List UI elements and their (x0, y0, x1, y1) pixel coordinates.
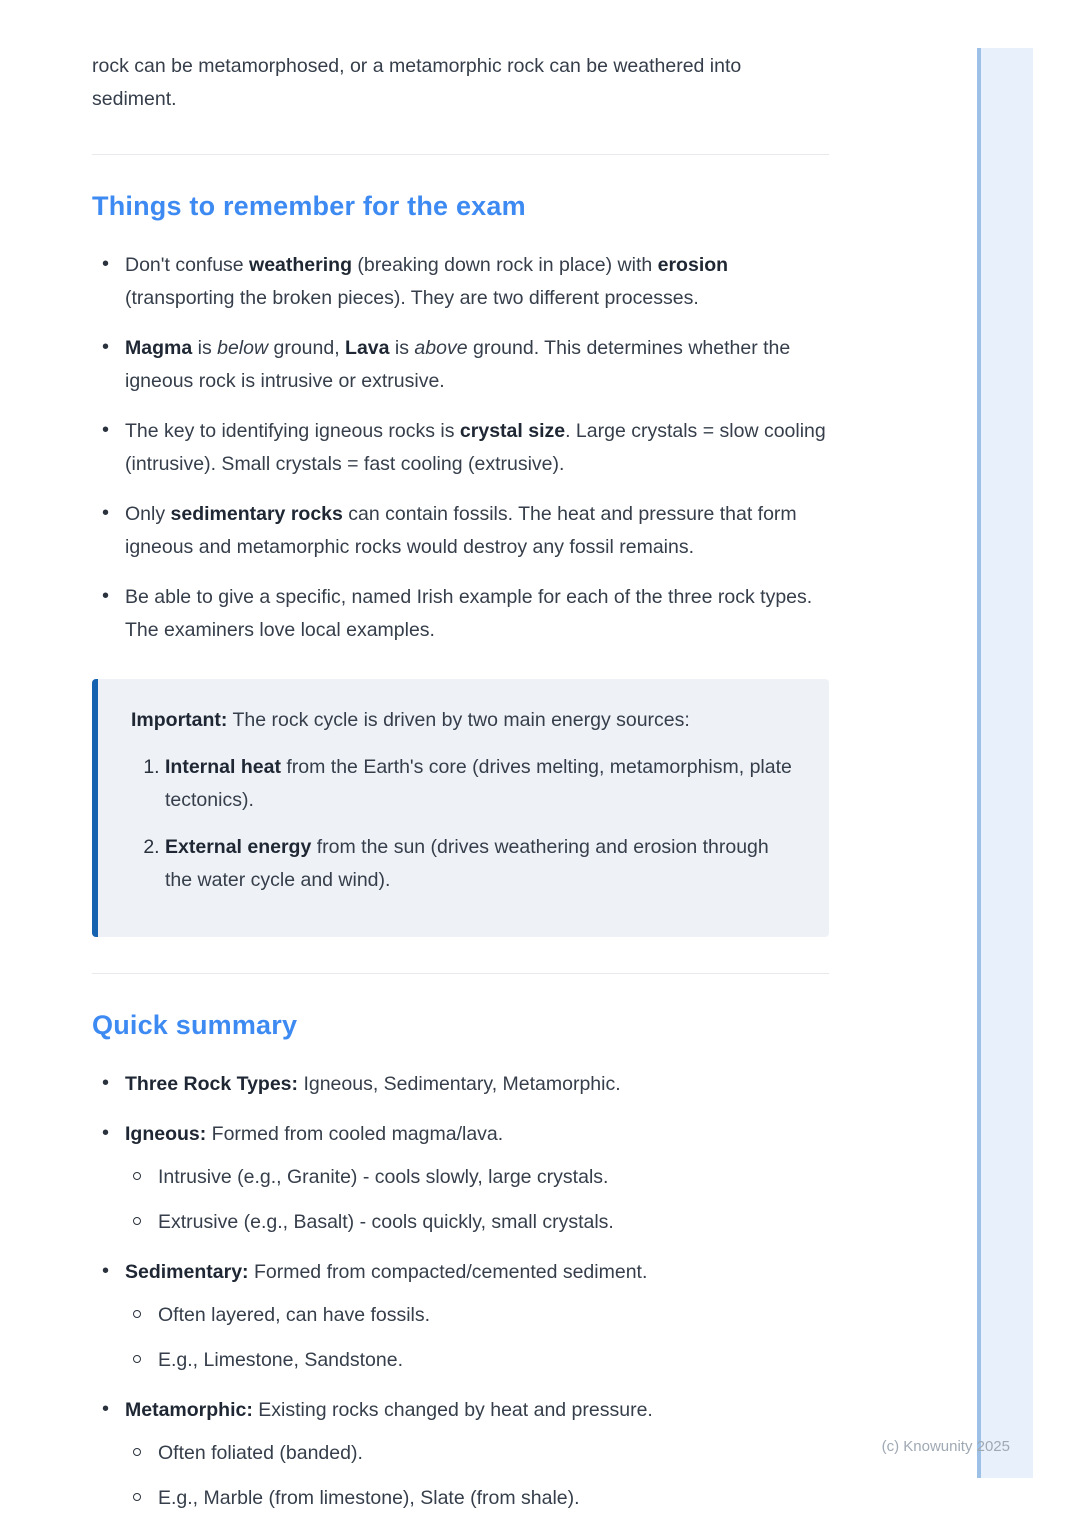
list-item (92, 1256, 829, 1377)
copyright-footer: (c) Knowunity 2025 (881, 1438, 1010, 1455)
text-segment: E.g., Marble (from limestone), Slate (from shale). (158, 1487, 580, 1509)
sub-list-item-text (158, 1487, 580, 1509)
text-segment: Sedimentary: (125, 1261, 249, 1283)
text-segment: weathering (249, 254, 352, 276)
list-item (92, 249, 829, 315)
list-item-text (125, 1073, 621, 1095)
exam-tips-list (92, 249, 829, 647)
intro-paragraph: rock can be metamorphosed, or a metamorphic rock can be weathered into sediment. (92, 55, 742, 110)
list-item-text (125, 586, 812, 641)
text-segment: Formed from compacted/cemented sediment. (248, 1261, 648, 1283)
section-divider (92, 973, 829, 974)
text-segment: (transporting the broken pieces). They are two different processes. (125, 287, 699, 309)
list-item-text (125, 337, 790, 392)
list-item (92, 581, 829, 647)
text-segment: below (217, 337, 269, 359)
list-item-text (125, 1399, 653, 1421)
callout-numbered-list (131, 751, 799, 897)
list-item (92, 1118, 829, 1239)
text-segment: Important: (131, 709, 228, 731)
summary-section-heading: Quick summary (92, 1010, 298, 1040)
text-segment: . Large crystals = slow cooling (intrusive). Small crystals = fast cooling (extrusive). (125, 420, 826, 475)
text-segment: is (192, 337, 218, 359)
text-segment: crystal size (459, 420, 566, 442)
text-segment: E.g., Limestone, Sandstone. (158, 1349, 403, 1371)
list-item (165, 751, 799, 817)
text-segment: Intrusive (e.g., Granite) - cools slowly, large crystals. (158, 1166, 609, 1188)
scrollbar-track[interactable] (977, 48, 1033, 1478)
list-item (165, 831, 799, 897)
sub-list (125, 1437, 829, 1515)
sub-list-item-text (158, 1211, 614, 1233)
callout-lead (131, 704, 799, 737)
section-divider (92, 154, 829, 155)
text-segment: The key to identifying igneous rocks is (125, 420, 460, 442)
list-item-text (125, 503, 797, 558)
text-segment: Lava (345, 337, 390, 359)
list-item-text (125, 420, 826, 475)
text-segment: ground, (268, 337, 346, 359)
sub-list (125, 1161, 829, 1239)
exam-section-heading: Things to remember for the exam (92, 191, 526, 221)
sub-list-item (125, 1482, 829, 1515)
text-segment: Formed from cooled magma/lava. (206, 1123, 504, 1145)
text-segment: External energy (165, 836, 312, 858)
text-segment: Don't confuse (125, 254, 250, 276)
text-segment: Only (125, 503, 171, 525)
text-segment: Three Rock Types: (125, 1073, 299, 1095)
text-segment: (breaking down rock in place) with (351, 254, 658, 276)
sub-list-item-text (158, 1349, 403, 1371)
text-segment: Often layered, can have fossils. (158, 1304, 431, 1326)
sub-list-item (125, 1299, 829, 1332)
list-item (92, 498, 829, 564)
document-content (92, 0, 829, 1532)
sub-list-item-text (158, 1166, 608, 1188)
text-segment: Igneous: (125, 1123, 207, 1145)
list-item-text (125, 1261, 647, 1283)
list-item-text (125, 1123, 503, 1145)
sub-list (125, 1299, 829, 1377)
list-item-text (125, 254, 728, 309)
sub-list-item (125, 1206, 829, 1239)
text-segment: above (414, 337, 468, 359)
text-segment: erosion (657, 254, 729, 276)
text-segment: Existing rocks changed by heat and pressure. (252, 1399, 653, 1421)
text-segment: Magma (125, 337, 193, 359)
list-item (92, 1068, 829, 1101)
list-item (92, 332, 829, 398)
list-item (92, 415, 829, 481)
text-segment: Internal heat (165, 756, 281, 778)
text-segment: from the Earth's core (drives melting, metamorphism, plate tectonics). (165, 756, 792, 811)
text-segment: ground. This determines whether the igneous rock is intrusive or extrusive. (125, 337, 791, 392)
quick-summary-list (92, 1068, 829, 1515)
text-segment: is (389, 337, 415, 359)
text-segment: Metamorphic: (125, 1399, 253, 1421)
text-segment: can contain fossils. The heat and pressure that form igneous and metamorphic rocks would destroy any fossil remains. (125, 503, 797, 558)
text-segment: from the sun (drives weathering and erosion through the water cycle and wind). (165, 836, 769, 891)
sub-list-item-text (158, 1304, 430, 1326)
sub-list-item (125, 1161, 829, 1194)
sub-list-item-text (158, 1442, 363, 1464)
text-segment: Extrusive (e.g., Basalt) - cools quickly, small crystals. (158, 1211, 614, 1233)
text-segment: Be able to give a specific, named Irish example for each of the three rock types. The examiners love local examples. (125, 586, 813, 641)
list-item-text (165, 756, 792, 811)
text-segment: Often foliated (banded). (158, 1442, 363, 1464)
list-item (92, 1394, 829, 1515)
sub-list-item (125, 1437, 829, 1470)
text-segment: Igneous, Sedimentary, Metamorphic. (298, 1073, 621, 1095)
text-segment: The rock cycle is driven by two main energy sources: (227, 709, 690, 731)
sub-list-item (125, 1344, 829, 1377)
list-item-text (165, 836, 769, 891)
text-segment: sedimentary rocks (170, 503, 343, 525)
important-callout (92, 679, 829, 937)
